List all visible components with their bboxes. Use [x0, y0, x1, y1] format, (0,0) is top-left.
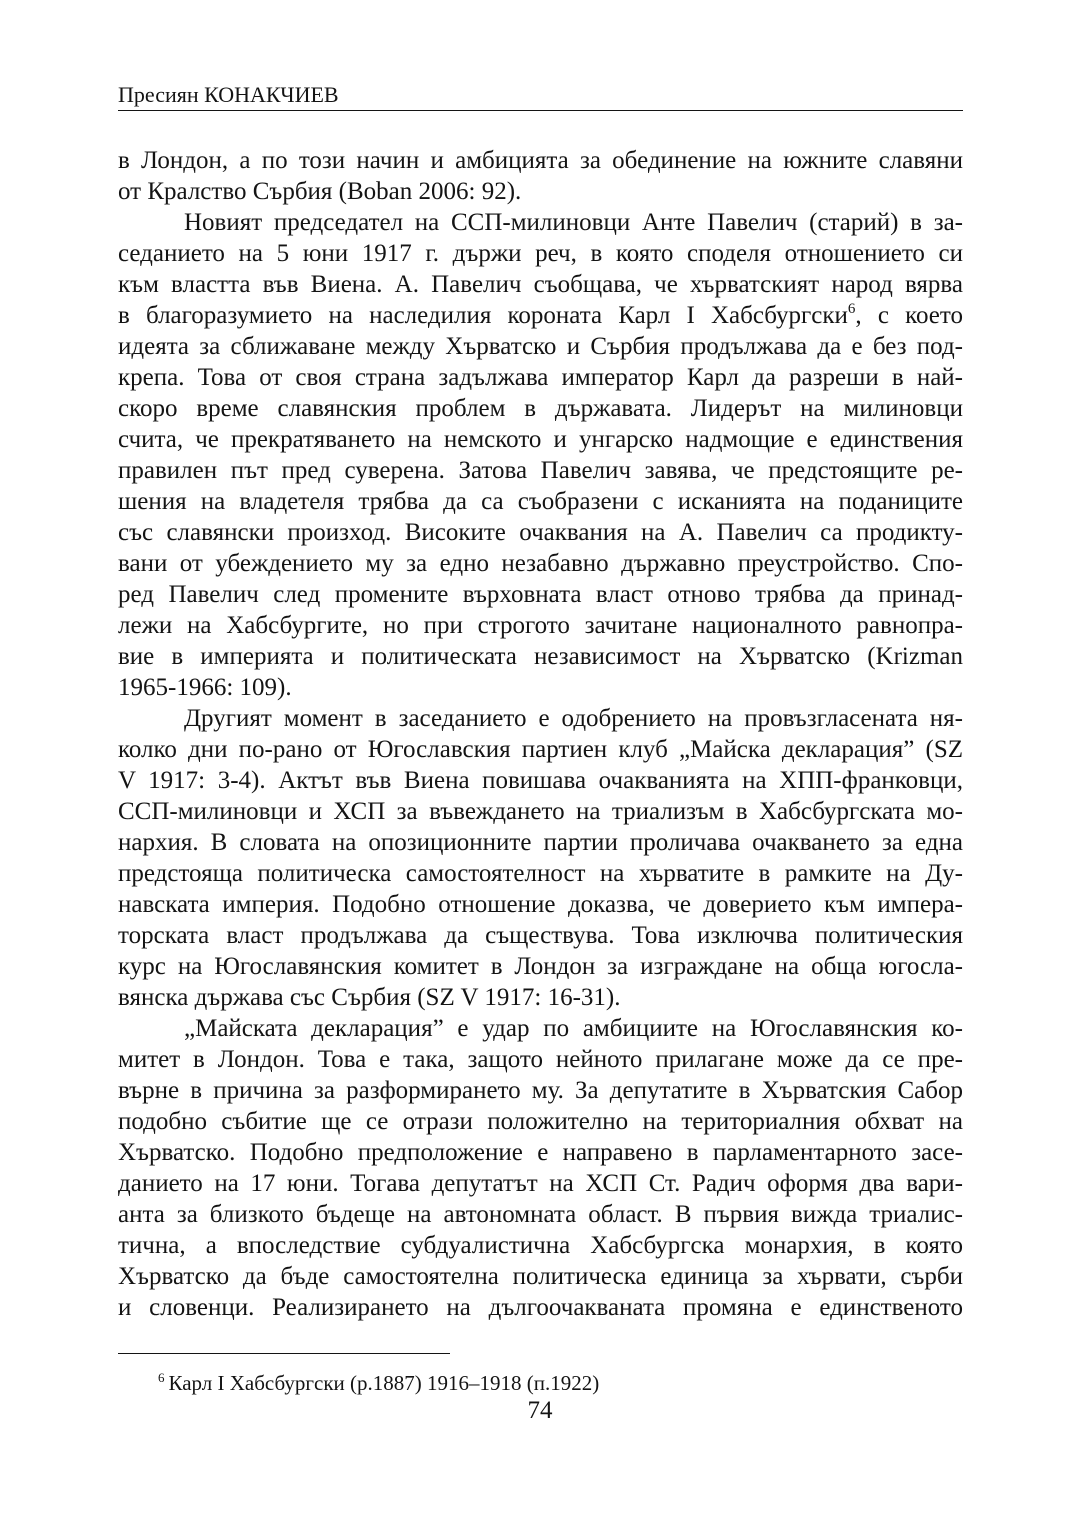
body-text	[118, 145, 963, 1323]
body-line: данието на 17 юни. Тогава депутатът на ХСП Ст. Радич оформя два вари-	[118, 1170, 963, 1197]
body-line: от Кралство Сърбия (Boban 2006: 92).	[118, 178, 522, 205]
body-line-text: , с което	[855, 302, 963, 329]
footnote-text: Карл I Хабсбургски (р.1887) 1916–1918 (п.1922)	[168, 1371, 600, 1395]
body-line: ред Павелич след промените върховната власт отново трябва да принад-	[118, 581, 963, 608]
body-line: нархия. В словата на опозиционните партии проличава очакването за една	[118, 829, 963, 856]
body-line: счита, че прекратяването на немското и унгарско надмощие е единствения	[118, 426, 963, 453]
body-line: крепа. Това от своя страна задължава император Карл да разреши в най-	[118, 364, 963, 391]
body-line: лежи на Хабсбургите, но при строгото зачитане националното равнопра-	[118, 612, 963, 639]
footnote	[158, 1370, 599, 1399]
body-line: към властта във Виена. А. Павелич съобщава, че хърватският народ вярва	[118, 271, 963, 298]
body-line: вани от убеждението му за едно незабавно държавно преустройство. Спо-	[118, 550, 963, 577]
body-line: тична, а впоследствие субдуалистична Хабсбургска монархия, в която	[118, 1232, 963, 1259]
body-line: курс на Югославянския комитет в Лондон за изграждане на обща югосла-	[118, 953, 963, 980]
body-line: Новият председател на ССП-милиновци Анте Павелич (старий) в за-	[184, 209, 963, 236]
body-line: навската империя. Подобно отношение доказва, че доверието към импера-	[118, 891, 963, 918]
page-number: 74	[527, 1397, 553, 1424]
running-head: Пресиян КОНАКЧИЕВ	[118, 82, 339, 107]
footnote-reference[interactable]: 6	[847, 301, 856, 317]
body-line: подобно събитие ще се отрази положително на териториалния обхват на	[118, 1108, 963, 1135]
body-line: в Лондон, а по този начин и амбицията за обединение на южните славяни	[118, 147, 963, 174]
body-line: предстояща политическа самостоятелност на хърватите в рамките на Ду-	[118, 860, 963, 887]
body-line-text: в благоразумието на наследилия короната Карл I Хабсбургски	[118, 302, 848, 329]
body-line: Другият момент в заседанието е одобрението на провъзгласената ня-	[184, 705, 963, 732]
paragraph	[118, 145, 963, 207]
body-line: вянска държава със Сърбия (SZ V 1917: 16-31).	[118, 984, 621, 1011]
body-line: ССП-милиновци и ХСП за въвеждането на триализъм в Хабсбургската мо-	[118, 798, 963, 825]
body-line: със славянски произход. Високите очаквания на А. Павелич са продикту-	[118, 519, 963, 546]
body-line: вие в империята и политическата независимост на Хърватско (Krizman	[118, 643, 963, 670]
body-line: идеята за сближаване между Хърватско и Сърбия продължава да е без под-	[118, 333, 963, 360]
footnote-separator	[118, 1353, 450, 1354]
footnote-marker: 6	[158, 1370, 165, 1385]
body-line: шения на владетеля трябва да са съобразени с исканията на поданиците	[118, 488, 963, 515]
paragraph	[118, 207, 963, 703]
body-line: върне в причина за разформирането му. За депутатите в Хърватския Сабор	[118, 1077, 963, 1104]
header-rule	[118, 110, 963, 111]
paragraph	[118, 703, 963, 1013]
body-line: правилен път пред суверена. Затова Павелич завява, че предстоящите ре-	[118, 457, 963, 484]
body-line: 1965-1966: 109).	[118, 674, 292, 701]
body-line: торската власт продължава да съществува. Това изключва политическия	[118, 922, 963, 949]
body-line: колко дни по-рано от Югославския партиен клуб „Майска декларация” (SZ	[118, 736, 963, 763]
body-line	[118, 300, 963, 331]
body-line: митет в Лондон. Това е така, защото нейното прилагане може да се пре-	[118, 1046, 963, 1073]
body-line: „Майската декларация” е удар по амбициите на Югославянския ко-	[184, 1015, 963, 1042]
paragraph	[118, 1013, 963, 1323]
body-line: V 1917: 3-4). Актът във Виена повишава очакванията на ХПП-франковци,	[118, 767, 963, 794]
body-line: и словенци. Реализирането на дългоочакваната промяна е единственото	[118, 1294, 963, 1321]
body-line: Хърватско да бъде самостоятелна политическа единица за хървати, сърби	[118, 1263, 963, 1290]
body-line: скоро време славянския проблем в държавата. Лидерът на милиновци	[118, 395, 963, 422]
body-line: седанието на 5 юни 1917 г. държи реч, в която споделя отношението си	[118, 240, 963, 267]
body-line: анта за близкото бъдеще на автономната област. В първия вижда триалис-	[118, 1201, 963, 1228]
body-line: Хърватско. Подобно предположение е направено в парламентарното засе-	[118, 1139, 963, 1166]
